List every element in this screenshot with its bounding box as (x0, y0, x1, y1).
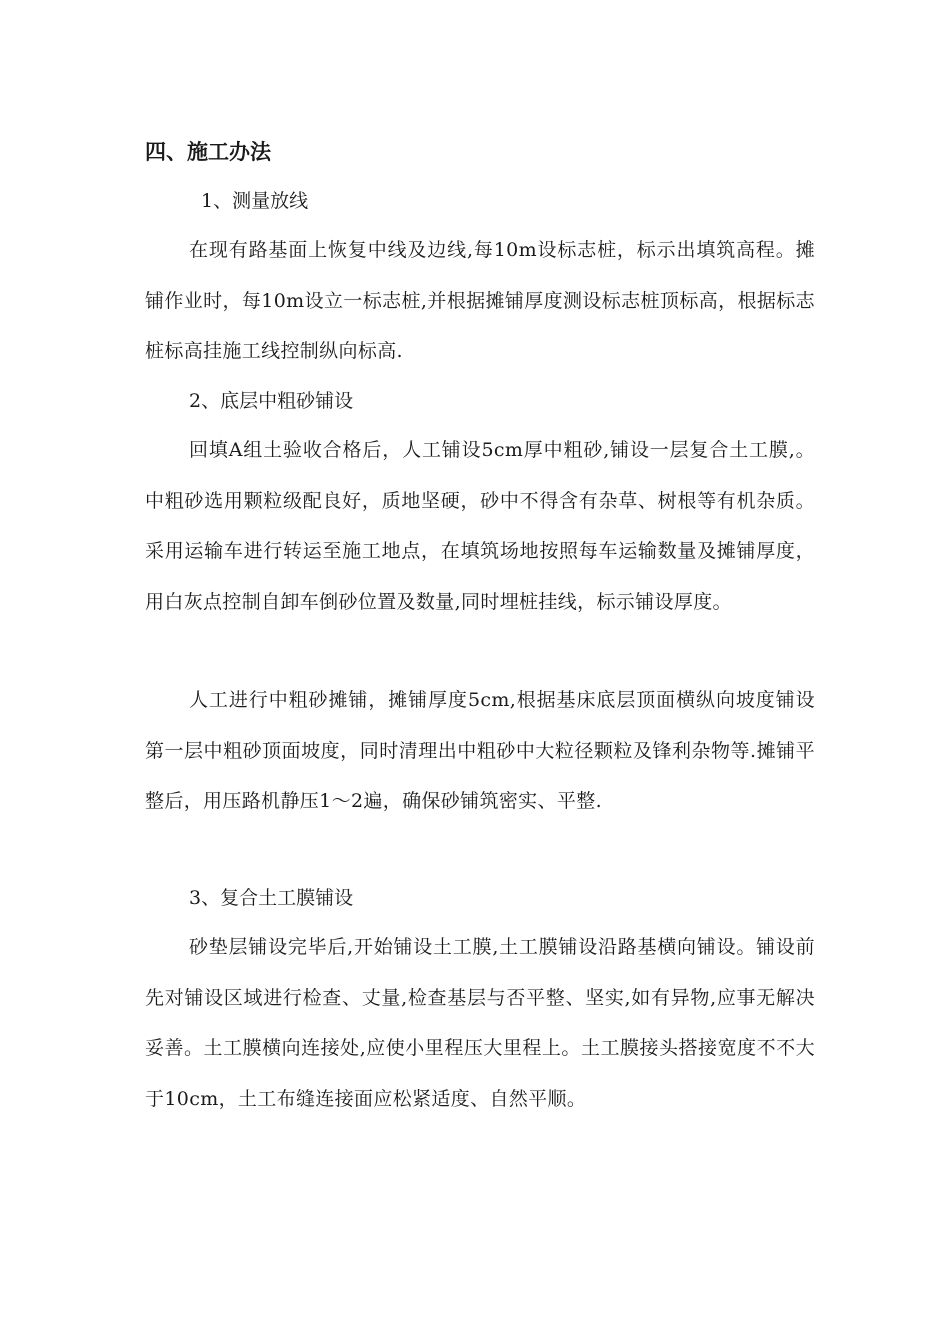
paragraph-geomembrane: 砂垫层铺设完毕后,开始铺设土工膜,土工膜铺设沿路基横向铺设。铺设前先对铺设区域进行检查、丈量,检查基层与否平整、坚实,如有异物,应事无解决妥善。土工膜横向连接处,应使小里程压大里程上。土工膜接头搭接宽度不不大于10cm，土工布缝连接面应松紧适度、自然平顺。 (145, 936, 815, 1110)
section-heading: 四、施工办法 (145, 139, 271, 164)
paragraph-sand-layer-1: 回填A组土验收合格后，人工铺设5cm厚中粗砂,铺设一层复合土工膜,。中粗砂选用颗粒级配良好，质地坚硬，砂中不得含有杂草、树根等有机杂质。 采用运输车进行转运至施工地点，在填筑场地按照每车运输数量及摊铺厚度，用白灰点控制自卸车倒砂位置及数量,同时埋桩挂线，标示铺设厚度。 (145, 439, 815, 613)
subsection-title-survey: 1、测量放线 (201, 190, 309, 212)
subsection-title-geomembrane: 3、复合土工膜铺设 (189, 887, 354, 909)
paragraph-sand-layer-2: 人工进行中粗砂摊铺，摊铺厚度5cm,根据基床底层顶面横纵向坡度铺设第一层中粗砂顶面坡度，同时清理出中粗砂中大粒径颗粒及锋利杂物等.摊铺平整后，用压路机静压1～2遍，确保砂铺筑密实、平整. (145, 689, 815, 812)
paragraph-survey: 在现有路基面上恢复中线及边线,每10m设标志桩，标示出填筑高程。摊铺作业时，每10m设立一标志桩,并根据摊铺厚度测设标志桩顶标高，根据标志桩标高挂施工线控制纵向标高. (145, 239, 815, 362)
subsection-title-sand-layer: 2、底层中粗砂铺设 (189, 390, 354, 412)
